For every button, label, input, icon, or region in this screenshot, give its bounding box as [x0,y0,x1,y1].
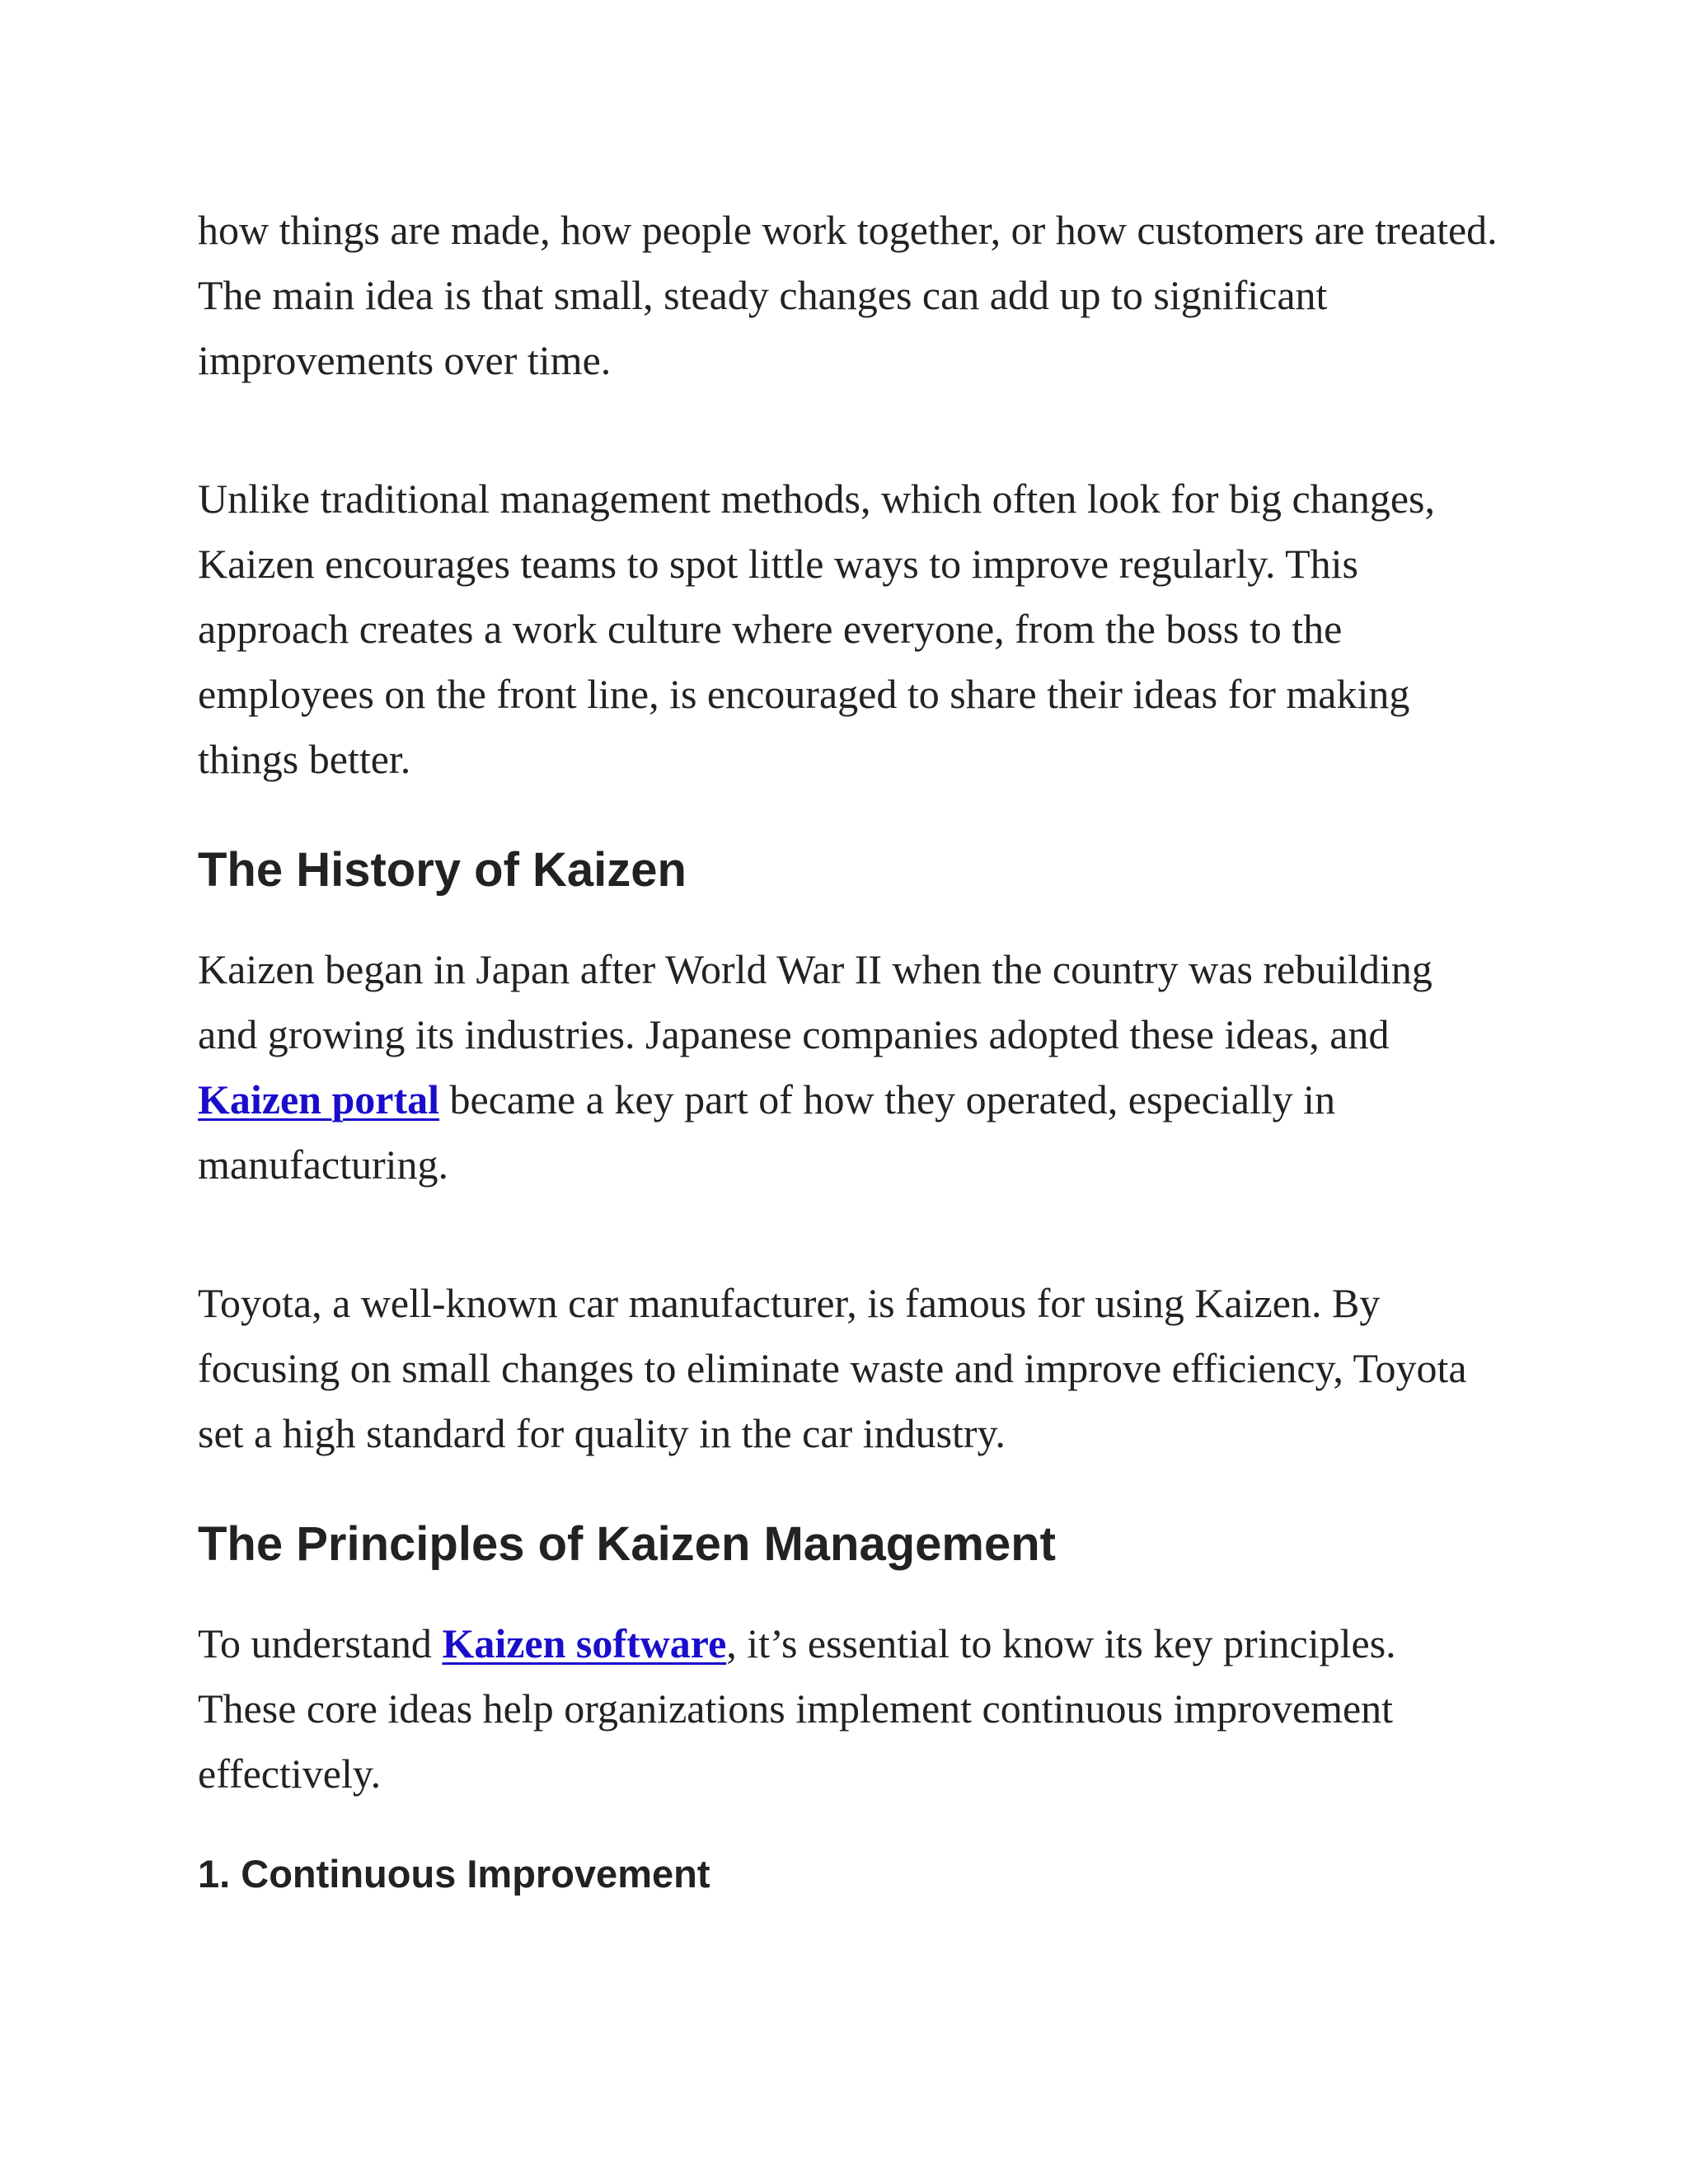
history-paragraph-1-text-after: became a key part of how they operated, especially in manufacturing. [198,1076,1336,1188]
continuous-improvement-subheading: 1. Continuous Improvement [198,1852,710,1896]
history-paragraph-1 [198,937,1500,1197]
history-paragraph-1-text-before: Kaizen began in Japan after World War II when the country was rebuilding and growing its industries. Japanese companies adopted these ideas, and [198,946,1432,1057]
document-page [198,198,1500,1899]
principles-heading: The Principles of Kaizen Management [198,1517,1056,1571]
intro-paragraph-1: how things are made, how people work together, or how customers are treated. The main idea is that small, steady changes can add up to significant improvements over time. [198,207,1498,383]
kaizen-software-link[interactable]: Kaizen software [442,1620,727,1666]
principles-paragraph-1-text-before: To understand [198,1620,443,1666]
intro-paragraph-2: Unlike traditional management methods, which often look for big changes, Kaizen encourages teams to spot little ways to improve regularly. This approach creates a work culture where everyone, from the boss to the employees on the front line, is encouraged to share their ideas for making things better. [198,476,1436,782]
principles-paragraph-1 [198,1611,1500,1807]
history-heading: The History of Kaizen [198,843,687,897]
kaizen-portal-link[interactable]: Kaizen portal [198,1076,440,1122]
principles-paragraph-1-text-after: , it’s essential to know its key principles. These core ideas help organizations implement continuous improvement effectively. [198,1620,1396,1797]
history-paragraph-2: Toyota, a well-known car manufacturer, is famous for using Kaizen. By focusing on small changes to eliminate waste and improve efficiency, Toyota set a high standard for quality in the car industry. [198,1280,1467,1456]
